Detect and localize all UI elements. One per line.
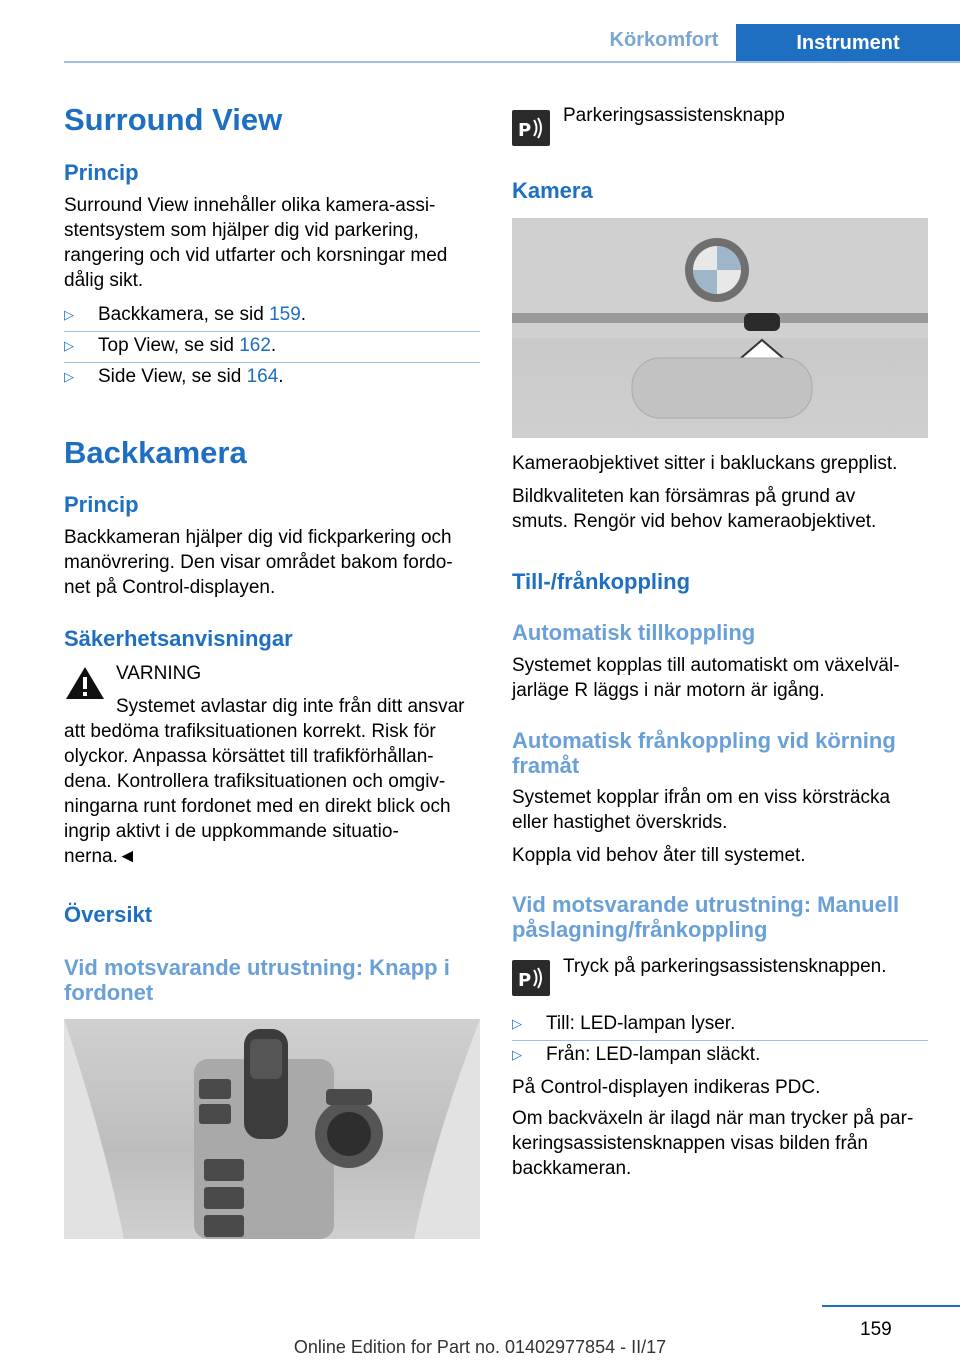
list-divider	[512, 1040, 928, 1041]
button-caption: Parkeringsassistensknapp	[563, 105, 785, 126]
list-item: ▷ Backkamera, se sid 159.	[64, 304, 307, 325]
heading-till-fran: Till-/frånkoppling	[512, 569, 691, 594]
press-instruction: Tryck på parkeringsassistensknappen.	[563, 956, 887, 977]
list-triangle-icon: ▷	[64, 369, 74, 384]
page-link[interactable]: 162	[239, 335, 271, 356]
heading-manual: Vid motsvarande utrustning: Manuell påslagning/frånkoppling	[512, 892, 900, 942]
list-item: ▷ Från: LED-lampan släckt.	[512, 1044, 761, 1065]
svg-text:P: P	[518, 120, 532, 141]
auto-fran-text: Systemet kopplar ifrån om en viss körsträcka eller hastighet överskrids.	[512, 787, 891, 833]
list-triangle-icon: ▷	[64, 338, 74, 353]
pdc-text: På Control-displayen indikeras PDC.	[512, 1077, 821, 1098]
svg-text:P: P	[518, 970, 532, 991]
title-surround-view: Surround View	[64, 102, 283, 137]
page-link[interactable]: 164	[246, 366, 279, 387]
surround-paragraph: Surround View innehåller olika kamera-assi- stentsystem som hjälper dig vid parkering, rangering och vid utfarter och korsningar med dålig sikt.	[64, 195, 448, 291]
warning-text: Systemet avlastar dig inte från ditt ansvar att bedöma trafiksituationen korrekt. Risk för olyckor. Anpassa körsättet till trafikförhållan- dena. Kontrollera trafiksituationen och omgiv- ningarna runt fordonet med en direkt blick och ingrip aktivt i de uppkommande situatio- nerna.◄	[64, 696, 465, 867]
edition-footer: Online Edition for Part no. 01402977854 - II/17	[293, 1337, 667, 1357]
kamera-quality-text: Bildkvaliteten kan försämras på grund av smuts. Rengör vid behov kameraobjektivet.	[512, 486, 877, 532]
page-link[interactable]: 159	[269, 304, 301, 325]
auto-till-text: Systemet kopplas till automatiskt om växelväl- jarläge R läggs i när motorn är igång.	[512, 655, 900, 701]
heading-auto-till: Automatisk tillkoppling	[512, 620, 756, 645]
heading-princip-1: Princip	[64, 160, 139, 185]
list-item: ▷ Till: LED-lampan lyser.	[512, 1013, 736, 1034]
header-line	[64, 61, 960, 63]
header-tab-instrument: Instrument	[736, 24, 960, 62]
parking-assist-button-icon	[512, 110, 550, 146]
camera-photo	[512, 218, 928, 438]
backkamera-paragraph: Backkameran hjälper dig vid fickparkering och manövrering. Den visar området bakom fordo- net på Control-displayen.	[64, 527, 453, 598]
heading-kamera: Kamera	[512, 178, 593, 203]
list-item: ▷ Top View, se sid 162.	[64, 335, 277, 356]
warning-title: VARNING	[116, 663, 202, 684]
page-number: 159	[860, 1319, 892, 1340]
list-divider	[64, 331, 480, 332]
list-divider	[64, 362, 480, 363]
list-triangle-icon: ▷	[512, 1047, 522, 1062]
list-item: ▷ Side View, se sid 164.	[64, 366, 284, 387]
list-triangle-icon: ▷	[512, 1016, 522, 1031]
kamera-location-text: Kameraobjektivet sitter i bakluckans grepplist.	[512, 453, 898, 474]
console-photo	[64, 1019, 480, 1239]
koppla-text: Koppla vid behov åter till systemet.	[512, 845, 806, 866]
footer-line	[822, 1305, 960, 1307]
heading-auto-fran: Automatisk frånkoppling vid körning framåt	[512, 728, 896, 778]
reverse-text: Om backväxeln är ilagd när man trycker på par- keringsassistensknappen visas bilden från backkameran.	[512, 1108, 914, 1179]
list-triangle-icon: ▷	[64, 307, 74, 322]
heading-safety: Säkerhetsanvisningar	[64, 626, 293, 651]
parking-assist-button-icon	[512, 960, 550, 996]
heading-oversikt: Översikt	[64, 902, 153, 927]
heading-equipment-button: Vid motsvarande utrustning: Knapp i fordonet	[64, 955, 450, 1005]
header-tab-komfort: Körkomfort	[609, 29, 719, 51]
title-backkamera: Backkamera	[64, 435, 247, 470]
heading-princip-2: Princip	[64, 492, 139, 517]
